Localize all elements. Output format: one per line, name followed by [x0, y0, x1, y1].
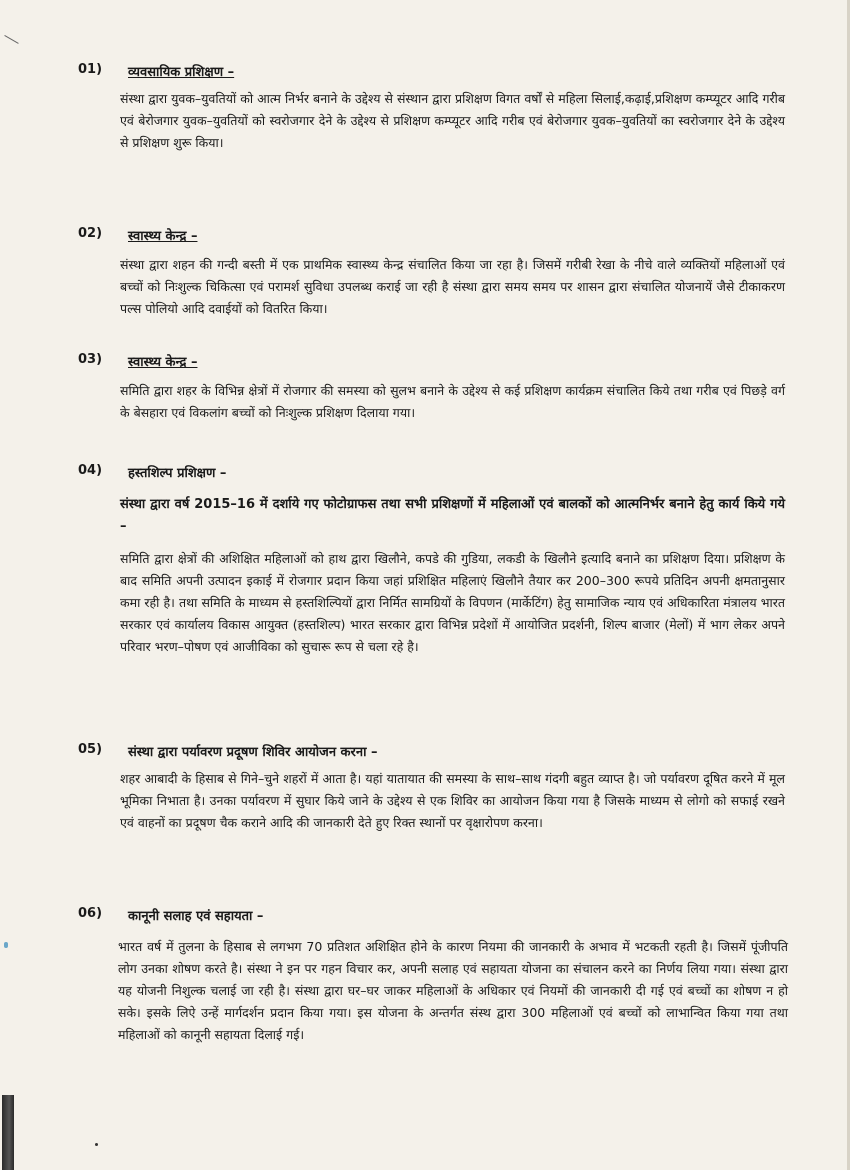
section-title: कानूनी सलाह एवं सहायता – — [128, 909, 264, 924]
section-number: 02) — [78, 226, 103, 241]
scan-mark — [0, 35, 19, 56]
section-paragraph: संस्था द्वारा युवक–युवतियों को आत्म निर्भर बनाने के उद्देश्य से संस्थान द्वारा प्रशिक्षण विगत वर्षों से महिला सिलाई,कढ़ाई,प्रशिक्षण कम्प्यूटर आदि गरीब एवं बेरोजगार युवक–युवतियों को स्वरोजगार देने के उद्देश्य से प्रशिक्षण कम्प्यूटर आदि गरीब एवं बेरोजगार युवक–युवतियों का स्वरोजगार देने के उद्देश्य से प्रशिक्षण शुरू किया। — [120, 91, 785, 150]
section-number: 05) — [78, 742, 103, 757]
scan-mark — [4, 942, 8, 948]
binding-edge — [2, 1095, 14, 1170]
section-paragraph: भारत वर्ष में तुलना के हिसाब से लगभग 70 प्रतिशत अशिक्षित होने के कारण नियमा की जानकारी के अभाव में भटकती रहती है। जिसमें पूंजीपति लोग उनका शोषण करते है। संस्था ने इन पर गहन विचार कर, अपनी सलाह एवं सहायता योजना का संचालन करने का निर्णय लिया गया। संस्था द्वारा यह योजनी निशुल्क चलाई जा रही है। संस्था द्वारा घर–घर जाकर महिलाओं के अधिकार एवं नियमों की जानकारी दी गई एवं बच्चों का शोषण न हो सके। इसके लिऐ उन्हें मार्गदर्शन प्रदान किया गया। इस योजना के अन्तर्गत संस्थ द्वारा 300 महिलाओं एवं बच्चों को लाभान्वित किया गया तथा महिलाओं को कानूनी सहायता दिलाई गई। — [118, 939, 788, 1042]
section-title: व्यवसायिक प्रशिक्षण – — [128, 65, 235, 80]
section-title: स्वास्थ्य केन्द्र – — [128, 355, 198, 370]
section-number: 06) — [78, 906, 103, 921]
section-title: संस्था द्वारा पर्यावरण प्रदूषण शिविर आयोजन करना – — [128, 745, 378, 760]
section-paragraph: शहर आबादी के हिसाब से गिने–चुने शहरों में आता है। यहां यातायात की समस्या के साथ–साथ गंदगी बहुत व्याप्त है। जो पर्यावरण दूषित करने में मूल भूमिका निभाता है। उनका पर्यावरण में सुघार किये जाने के उद्देश्य से एक शिविर का आयोजन किया गया है जिसके माध्यम से लोगो को सफाई रखने एवं वाहनों का प्रदूषण चैक कराने आदि की जानकारी देते हुए रिक्त स्थानों पर वृक्षारोपण करना। — [120, 771, 785, 830]
scan-mark — [95, 1143, 98, 1146]
section-paragraph: समिति द्वारा क्षेत्रों की अशिक्षित महिलाओं को हाथ द्वारा खिलौने, कपडे की गुडिया, लकडी के खिलौने इत्यादि बनाने का प्रशिक्षण दिया। प्रशिक्षण के बाद समिति अपनी उत्पादन इकाई में रोजगार प्रदान किया जहां प्रशिक्षित महिलाएं खिलौने तैयार कर 200–300 रूपये प्रतिदिन अपनी क्षमतानुसार कमा रही है। तथा समिति के माध्यम से हस्तशिल्पियों द्वारा निर्मित सामग्रियों के विपणन (मार्केटिंग) हेतु सामाजिक न्याय एवं अधिकारिता मंत्रालय भारत सरकार एवं कार्यालय विकास आयुक्त (हस्तशिल्प) भारत सरकार द्वारा विभिन्न प्रदेशों में आयोजित प्रदर्शनी, शिल्प बाजार (मेलों) में भाग लेकर अपने परिवार भरण–पोषण एवं आजीविका को सुचारू रूप से चला रहे है। — [120, 551, 785, 654]
section-number: 04) — [78, 463, 103, 478]
section-number: 03) — [78, 352, 103, 367]
section-number: 01) — [78, 62, 103, 77]
section-subtitle: संस्था द्वारा वर्ष 2015–16 में दर्शाये गए फोटोग्राफस तथा सभी प्रशिक्षणों में महिलाओं एवं बालकों को आत्मनिर्भर बनाने हेतु कार्य किये गये – — [120, 497, 785, 534]
section-title: हस्तशिल्प प्रशिक्षण – — [128, 466, 227, 481]
section-paragraph: संस्था द्वारा शहन की गन्दी बस्ती में एक प्राथमिक स्वास्थ्य केन्द्र संचालित किया जा रहा है। जिसमें गरीबी रेखा के नीचे वाले व्यक्तियों महिलाओं एवं बच्चों को निःशुल्क चिकित्सा एवं परामर्श सुविधा उपलब्ध कराई जा रही है संस्था द्वारा समय समय पर शासन द्वारा संचालित योजनायें जैसे टीकाकरण पल्स पोलियो आदि दवाईयों को वितरित किया। — [120, 257, 785, 316]
section-paragraph: समिति द्वारा शहर के विभिन्न क्षेत्रों में रोजगार की समस्या को सुलभ बनाने के उद्देश्य से कई प्रशिक्षण कार्यक्रम संचालित किये तथा गरीब एवं पिछड़े वर्ग के बेसहारा एवं विकलांग बच्चों को निःशुल्क प्रशिक्षण दिलाया गया। — [120, 383, 785, 420]
section-title: स्वास्थ्य केन्द्र – — [128, 229, 198, 244]
